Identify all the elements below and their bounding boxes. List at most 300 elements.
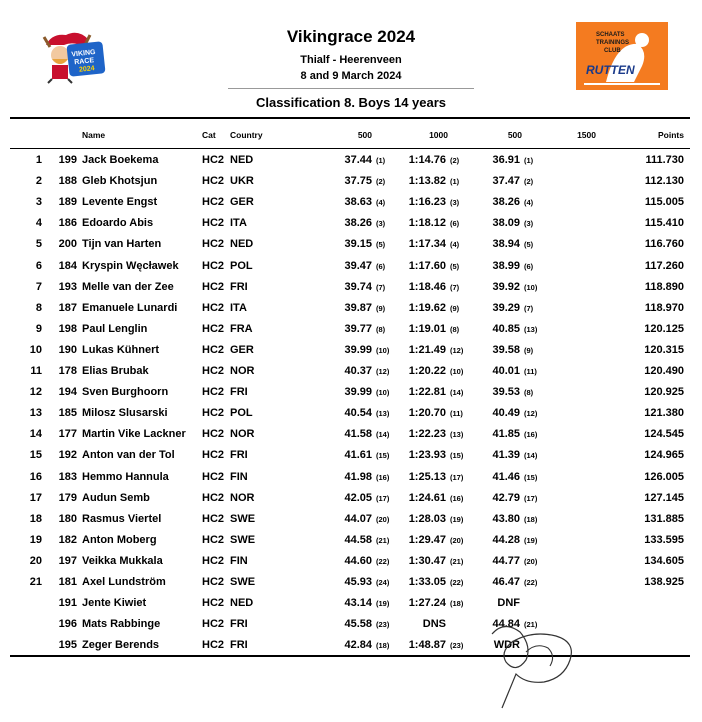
svg-text:TRAININGS: TRAININGS <box>596 40 629 46</box>
time-500-second: 44.77 <box>492 554 520 567</box>
table-row <box>0 445 702 466</box>
time-500-second: 41.85 <box>492 428 520 441</box>
table-top-rule <box>10 117 690 119</box>
time-500-first: 44.60 <box>344 554 372 567</box>
time-1000: 1:20.22 <box>408 365 446 377</box>
bib: 196 <box>58 618 77 631</box>
time-500-first: 43.14 <box>344 597 372 610</box>
place-1000: (11) <box>450 409 463 419</box>
place-500-second: (16) <box>524 430 538 440</box>
country: NOR <box>230 491 255 504</box>
place-1000: (21) <box>450 556 464 566</box>
country: NED <box>230 154 254 166</box>
bib: 189 <box>58 196 77 209</box>
place-500-first: (15) <box>376 451 390 461</box>
bib: 194 <box>58 386 77 399</box>
points: 126.005 <box>644 470 684 483</box>
country: NED <box>230 238 254 251</box>
place-500-second: (1) <box>524 156 534 165</box>
place-1000: (9) <box>450 303 460 313</box>
table-row <box>0 340 702 361</box>
place-500-second: (2) <box>524 177 534 187</box>
place-1000: (4) <box>450 240 460 250</box>
place-500-first: (2) <box>376 177 386 187</box>
skater-name: Mats Rabbinge <box>82 618 161 631</box>
country: NED <box>230 597 254 610</box>
rank: 4 <box>35 217 42 230</box>
place-1000: (7) <box>450 282 460 292</box>
skater-name: Levente Engst <box>82 196 158 209</box>
place-500-first: (4) <box>376 198 386 208</box>
table-row <box>0 635 702 656</box>
points: 120.315 <box>644 343 684 356</box>
place-1000: (1) <box>450 177 460 187</box>
place-500-first: (9) <box>376 303 386 313</box>
bib: 180 <box>58 512 77 525</box>
points: 120.925 <box>644 386 684 399</box>
place-500-second: (21) <box>524 620 538 630</box>
table-row <box>0 319 702 340</box>
place-1000: (2) <box>450 156 460 165</box>
table-row <box>0 530 702 551</box>
time-1000: 1:28.03 <box>408 512 446 525</box>
time-1000: 1:27.24 <box>408 597 446 610</box>
table-row <box>0 551 702 572</box>
skater-name: Edoardo Abis <box>82 217 154 230</box>
table-row <box>0 403 702 424</box>
time-500-first: 37.44 <box>344 154 372 166</box>
skater-name: Veikka Mukkala <box>82 554 163 567</box>
country: SWE <box>230 576 256 588</box>
points: 111.730 <box>645 154 684 166</box>
place-1000: (13) <box>450 430 464 440</box>
time-1000: 1:24.61 <box>408 491 446 504</box>
skater-name: Melle van der Zee <box>82 280 174 293</box>
rank: 15 <box>29 449 42 462</box>
category: HC2 <box>202 533 225 546</box>
skater-name: Elias Brubak <box>82 365 149 377</box>
time-500-second: DNF <box>497 597 520 610</box>
category: HC2 <box>202 365 225 377</box>
time-500-second: 37.47 <box>492 175 520 188</box>
bib: 181 <box>58 576 77 588</box>
place-1000: (12) <box>450 345 464 355</box>
table-row <box>0 467 702 488</box>
time-500-second: 40.01 <box>492 365 520 377</box>
time-500-second: 44.84 <box>492 618 520 631</box>
table-row <box>0 234 702 255</box>
table-row <box>0 361 702 382</box>
points: 118.890 <box>644 280 684 293</box>
col-header-1500: 1500 <box>577 130 596 140</box>
category: HC2 <box>202 449 225 462</box>
place-1000: (8) <box>450 324 460 334</box>
points: 124.965 <box>644 449 684 462</box>
time-1000: 1:14.76 <box>408 154 446 166</box>
country: FIN <box>230 554 248 567</box>
points: 134.605 <box>644 554 684 567</box>
place-500-first: (23) <box>376 620 390 630</box>
place-1000: (16) <box>450 493 464 503</box>
time-500-second: 38.94 <box>492 238 520 251</box>
svg-text:RACE: RACE <box>73 57 95 67</box>
time-500-first: 42.05 <box>344 491 372 504</box>
time-500-first: 39.77 <box>344 322 372 335</box>
points: 117.260 <box>644 259 684 272</box>
place-500-first: (22) <box>376 556 390 566</box>
place-1000: (20) <box>450 535 464 545</box>
country: NOR <box>230 365 255 377</box>
time-1000: 1:22.23 <box>408 428 446 441</box>
rank: 8 <box>35 301 42 314</box>
rank: 20 <box>29 554 42 567</box>
table-row <box>0 298 702 319</box>
time-1000: 1:25.13 <box>408 470 446 483</box>
category: HC2 <box>202 154 225 166</box>
points: 120.125 <box>644 322 684 335</box>
place-500-first: (13) <box>376 409 390 419</box>
place-500-second: (3) <box>524 219 534 229</box>
category: HC2 <box>202 491 225 504</box>
skater-name: Paul Lenglin <box>82 322 148 335</box>
svg-text:VIKING: VIKING <box>71 48 96 59</box>
bib: 185 <box>58 407 77 420</box>
category: HC2 <box>202 512 225 525</box>
time-1000: 1:19.01 <box>408 322 446 335</box>
time-500-second: 41.39 <box>492 449 520 462</box>
skater-name: Lukas Kühnert <box>82 343 160 356</box>
points: 121.380 <box>644 407 684 420</box>
place-500-first: (24) <box>376 578 390 587</box>
category: HC2 <box>202 280 225 293</box>
points: 127.145 <box>644 491 684 504</box>
country: UKR <box>230 175 254 188</box>
time-500-first: 39.74 <box>344 280 372 293</box>
rank: 2 <box>35 175 42 188</box>
points: 115.410 <box>644 217 684 230</box>
skater-name: Tijn van Harten <box>82 238 162 251</box>
place-500-second: (14) <box>524 451 538 461</box>
skater-name: Kryspin Węcławek <box>82 259 179 272</box>
place-500-first: (18) <box>376 641 390 651</box>
rank: 7 <box>35 280 42 293</box>
bib: 191 <box>58 597 77 610</box>
time-500-second: 46.47 <box>492 576 520 588</box>
skater-name: Axel Lundström <box>82 576 166 588</box>
rank: 19 <box>29 533 42 546</box>
time-500-first: 39.99 <box>344 343 372 356</box>
points: 120.490 <box>644 365 684 377</box>
place-500-first: (20) <box>376 514 390 524</box>
time-500-first: 39.99 <box>344 386 372 399</box>
bib: 186 <box>58 217 77 230</box>
place-500-second: (22) <box>524 578 538 587</box>
skater-name: Milosz Slusarski <box>82 407 168 420</box>
points: 138.925 <box>644 576 684 588</box>
points: 118.970 <box>644 301 684 314</box>
skater-name: Jack Boekema <box>82 154 159 166</box>
time-500-second: 38.26 <box>492 196 520 209</box>
place-1000: (6) <box>450 219 460 229</box>
col-header-name: Name <box>82 130 106 140</box>
rank: 3 <box>35 196 42 209</box>
category: HC2 <box>202 597 225 610</box>
category: HC2 <box>202 175 225 188</box>
time-500-first: 40.54 <box>344 407 372 420</box>
category: HC2 <box>202 343 225 356</box>
category: HC2 <box>202 196 225 209</box>
event-dates: 8 and 9 March 2024 <box>300 70 402 82</box>
table-row <box>0 171 702 192</box>
time-500-first: 45.93 <box>344 576 372 588</box>
place-500-second: (11) <box>524 367 537 376</box>
place-500-second: (12) <box>524 409 538 419</box>
time-500-second: 39.92 <box>492 280 520 293</box>
category: HC2 <box>202 259 225 272</box>
table-row <box>0 150 702 171</box>
event-title: Vikingrace 2024 <box>286 27 416 46</box>
time-1000: 1:29.47 <box>408 533 446 546</box>
category: HC2 <box>202 217 225 230</box>
time-1000: 1:20.70 <box>408 407 446 420</box>
bib: 187 <box>58 301 77 314</box>
col-header-points: Points <box>658 130 684 140</box>
time-500-first: 42.84 <box>344 639 372 652</box>
country: ITA <box>230 217 247 230</box>
svg-text:CLUB: CLUB <box>604 48 621 54</box>
time-500-second: 38.09 <box>492 217 520 230</box>
skater-name: Martin Vike Lackner <box>82 428 186 441</box>
bib: 198 <box>58 322 77 335</box>
place-500-first: (10) <box>376 345 390 355</box>
time-500-first: 44.07 <box>344 512 372 525</box>
country: GER <box>230 343 254 356</box>
time-500-second: 43.80 <box>492 512 520 525</box>
rank: 21 <box>29 576 42 588</box>
place-500-first: (21) <box>376 535 390 545</box>
place-500-first: (16) <box>376 472 390 482</box>
table-row <box>0 213 702 234</box>
skater-name: Sven Burghoorn <box>82 386 169 399</box>
rank: 14 <box>29 428 42 441</box>
bib: 190 <box>58 343 77 356</box>
time-1000: 1:22.81 <box>408 386 446 399</box>
header-divider <box>228 88 474 89</box>
skater-name: Jente Kiwiet <box>82 597 147 610</box>
time-500-second: 39.58 <box>492 343 520 356</box>
time-500-first: 37.75 <box>344 175 372 188</box>
country: ITA <box>230 301 247 314</box>
time-500-first: 44.58 <box>344 533 372 546</box>
table-row <box>0 614 702 635</box>
time-500-second: 40.85 <box>492 322 520 335</box>
points: 115.005 <box>644 196 684 209</box>
skater-name: Zeger Berends <box>82 639 160 652</box>
time-500-second: 44.28 <box>492 533 520 546</box>
category: HC2 <box>202 428 225 441</box>
time-500-first: 39.87 <box>344 301 372 314</box>
place-500-second: (20) <box>524 556 538 566</box>
time-500-second: 40.49 <box>492 407 520 420</box>
category: HC2 <box>202 576 225 588</box>
rank: 12 <box>29 386 42 399</box>
place-500-first: (8) <box>376 324 386 334</box>
time-500-first: 41.58 <box>344 428 372 441</box>
points: 116.760 <box>644 238 684 251</box>
place-500-second: (17) <box>524 493 538 503</box>
col-header-500-1: 500 <box>357 130 372 140</box>
time-500-first: 40.37 <box>344 365 372 377</box>
time-500-second: 42.79 <box>492 491 520 504</box>
place-500-first: (12) <box>376 367 390 376</box>
table-row <box>0 572 702 593</box>
place-1000: (5) <box>450 261 460 271</box>
skater-name: Anton Moberg <box>82 533 157 546</box>
category: HC2 <box>202 301 225 314</box>
place-500-second: (13) <box>524 324 538 334</box>
svg-text:RUTTEN: RUTTEN <box>586 63 635 77</box>
category: HC2 <box>202 322 225 335</box>
place-500-first: (14) <box>376 430 390 440</box>
place-500-first: (3) <box>376 219 386 229</box>
time-500-first: 39.15 <box>344 238 372 251</box>
points: 133.595 <box>644 533 684 546</box>
skater-name: Rasmus Viertel <box>82 512 162 525</box>
col-header-500-2: 500 <box>507 130 522 140</box>
category: HC2 <box>202 386 225 399</box>
place-500-second: (18) <box>524 514 538 524</box>
table-row <box>0 256 702 277</box>
bib: 188 <box>58 175 77 188</box>
place-500-second: (6) <box>524 261 534 271</box>
bib: 178 <box>58 365 77 377</box>
place-500-first: (19) <box>376 599 390 609</box>
place-500-second: (9) <box>524 345 534 355</box>
category: HC2 <box>202 639 225 652</box>
table-row <box>0 424 702 445</box>
handwritten-signature <box>486 612 586 712</box>
bib: 182 <box>58 533 77 546</box>
rank: 17 <box>29 491 42 504</box>
country: GER <box>230 196 254 209</box>
skater-name: Anton van der Tol <box>82 449 175 462</box>
time-1000: 1:33.05 <box>408 576 446 588</box>
bib: 183 <box>58 470 77 483</box>
time-500-first: 38.63 <box>344 196 372 209</box>
time-1000: 1:21.49 <box>408 343 446 356</box>
category: HC2 <box>202 618 225 631</box>
rank: 1 <box>35 154 42 166</box>
rank: 5 <box>35 238 42 251</box>
time-1000: 1:48.87 <box>408 639 446 652</box>
classification-title: Classification 8. Boys 14 years <box>255 95 447 110</box>
time-500-second: 39.29 <box>492 301 520 314</box>
place-1000: (15) <box>450 451 464 461</box>
place-1000: (22) <box>450 578 464 587</box>
country: FIN <box>230 470 248 483</box>
time-500-first: 45.58 <box>344 618 372 631</box>
time-500-first: 38.26 <box>344 217 372 230</box>
country: FRA <box>230 322 253 335</box>
bib: 184 <box>58 259 77 272</box>
event-venue: Thialf - Heerenveen <box>300 54 402 66</box>
bib: 192 <box>58 449 77 462</box>
time-1000: 1:30.47 <box>408 554 446 567</box>
table-row <box>0 509 702 530</box>
place-500-second: (19) <box>524 535 538 545</box>
place-500-first: (5) <box>376 240 386 250</box>
place-500-first: (7) <box>376 282 386 292</box>
time-500-first: 39.47 <box>344 259 372 272</box>
time-500-second: WDR <box>493 639 520 652</box>
time-500-second: 39.53 <box>492 386 520 399</box>
skater-name: Emanuele Lunardi <box>82 301 178 314</box>
skater-name: Audun Semb <box>82 491 150 504</box>
time-1000: 1:17.60 <box>408 259 446 272</box>
svg-text:2024: 2024 <box>78 65 96 74</box>
col-header-country: Country <box>230 130 263 140</box>
country: NOR <box>230 428 255 441</box>
country: FRI <box>230 386 248 399</box>
table-row <box>0 382 702 403</box>
bib: 179 <box>58 491 77 504</box>
rank: 18 <box>29 512 42 525</box>
table-row <box>0 277 702 298</box>
place-1000: (10) <box>450 367 464 376</box>
category: HC2 <box>202 554 225 567</box>
rank: 10 <box>29 343 42 356</box>
country: POL <box>230 259 253 272</box>
country: FRI <box>230 618 248 631</box>
time-1000: 1:13.82 <box>408 175 446 188</box>
time-1000: 1:18.12 <box>408 217 446 230</box>
category: HC2 <box>202 407 225 420</box>
time-500-second: 36.91 <box>492 154 520 166</box>
table-row <box>0 192 702 213</box>
bib: 193 <box>58 280 77 293</box>
time-500-first: 41.61 <box>344 449 372 462</box>
time-1000: 1:16.23 <box>408 196 446 209</box>
country: FRI <box>230 449 248 462</box>
bib: 177 <box>58 428 77 441</box>
place-500-second: (5) <box>524 240 534 250</box>
country: FRI <box>230 280 248 293</box>
rank: 6 <box>35 259 42 272</box>
time-1000: DNS <box>422 618 446 631</box>
place-1000: (23) <box>450 641 464 651</box>
bib: 199 <box>58 154 77 166</box>
skater-name: Hemmo Hannula <box>82 470 169 483</box>
place-500-first: (17) <box>376 493 390 503</box>
time-1000: 1:23.93 <box>408 449 446 462</box>
header-underline <box>10 148 690 149</box>
category: HC2 <box>202 238 225 251</box>
place-1000: (14) <box>450 388 464 398</box>
bib: 200 <box>58 238 77 251</box>
place-1000: (18) <box>450 599 464 609</box>
country: SWE <box>230 512 256 525</box>
place-500-second: (7) <box>524 303 534 313</box>
time-1000: 1:18.46 <box>408 280 446 293</box>
place-500-first: (6) <box>376 261 386 271</box>
svg-text:SCHAATS: SCHAATS <box>596 32 625 38</box>
table-row <box>0 593 702 614</box>
country: SWE <box>230 533 256 546</box>
points: 112.130 <box>644 175 684 188</box>
time-1000: 1:19.62 <box>408 301 446 314</box>
place-1000: (17) <box>450 472 464 482</box>
time-1000: 1:17.34 <box>408 238 446 251</box>
